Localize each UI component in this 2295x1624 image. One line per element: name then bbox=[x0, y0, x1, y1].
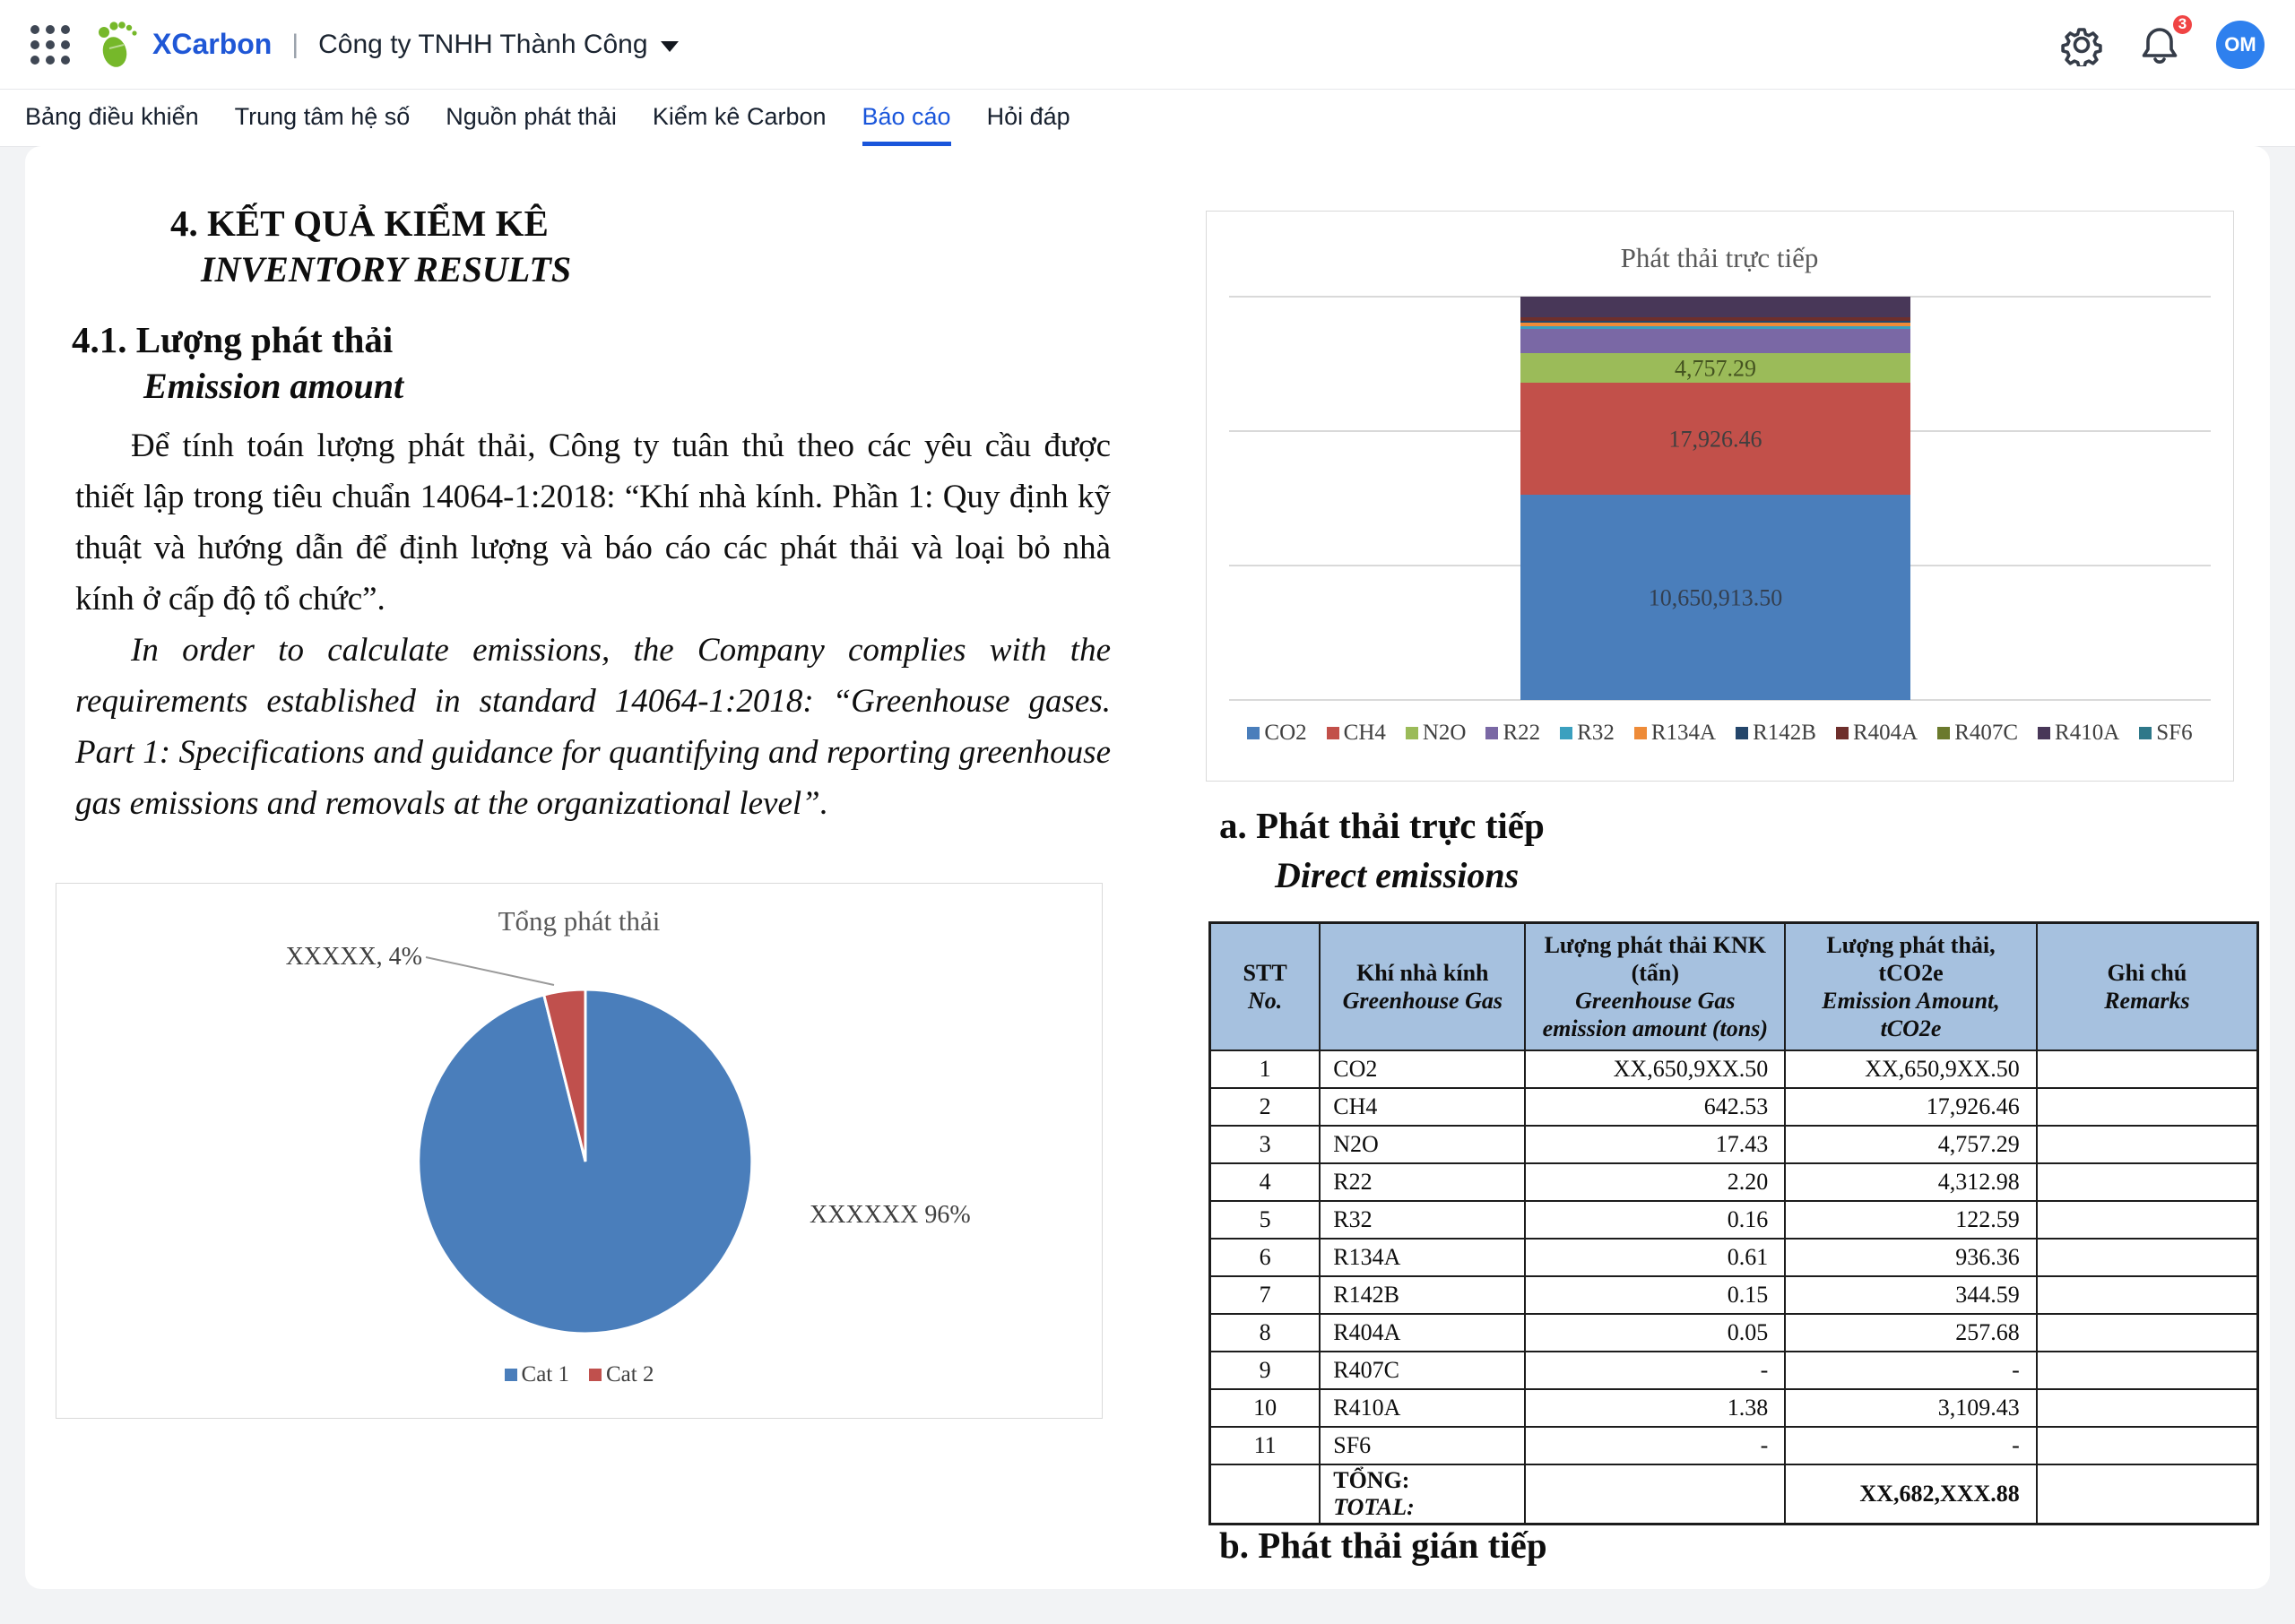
bar-segment-r410a[interactable] bbox=[1520, 297, 1910, 317]
table-header-col4: Lượng phát thải, tCO2e Emission Amount, tCO2e bbox=[1785, 923, 2037, 1051]
tab-nguồn-phát-thải[interactable]: Nguồn phát thải bbox=[446, 102, 617, 130]
table-cell: 936.36 bbox=[1785, 1239, 2037, 1276]
table-cell: 9 bbox=[1210, 1352, 1321, 1389]
table-header-col1: STT No. bbox=[1210, 923, 1321, 1051]
tab-bảng-điều-khiển[interactable]: Bảng điều khiển bbox=[25, 102, 199, 130]
notification-count-badge: 3 bbox=[2170, 13, 2195, 37]
bar-segment-r142b[interactable] bbox=[1520, 321, 1910, 323]
table-row bbox=[1210, 1389, 2258, 1427]
table-cell bbox=[1525, 1464, 1785, 1525]
table-cell: 0.61 bbox=[1525, 1239, 1785, 1276]
section-a-heading-en: Direct emissions bbox=[1275, 855, 1520, 895]
table-cell: 0.05 bbox=[1525, 1314, 1785, 1352]
section-b-heading-vi: b. Phát thải gián tiếp bbox=[1219, 1525, 1547, 1566]
legend-item-r407c: R407C bbox=[1937, 721, 2018, 746]
table-row bbox=[1210, 1201, 2258, 1239]
table-cell: 2 bbox=[1210, 1088, 1321, 1126]
legend-item-n2o: N2O bbox=[1406, 721, 1467, 746]
table-cell: - bbox=[1525, 1427, 1785, 1464]
bar-data-label-co2: 10,650,913.50 bbox=[1648, 584, 1783, 611]
pie-label-4pct: XXXXX, 4% bbox=[285, 943, 422, 971]
table-cell: 4 bbox=[1210, 1163, 1321, 1201]
legend-swatch bbox=[505, 1369, 517, 1381]
table-cell: N2O bbox=[1320, 1126, 1525, 1163]
table-cell: 0.15 bbox=[1525, 1276, 1785, 1314]
legend-swatch bbox=[1406, 727, 1418, 739]
legend-item-r410a: R410A bbox=[2038, 721, 2119, 746]
table-row bbox=[1210, 1276, 2258, 1314]
legend-item-cat 2: Cat 2 bbox=[589, 1362, 654, 1387]
pie-chart-title: Tổng phát thải bbox=[498, 905, 661, 937]
bar-chart-legend bbox=[1207, 721, 2233, 746]
pie-label-96pct: XXXXXX 96% bbox=[810, 1201, 971, 1229]
legend-swatch bbox=[1937, 727, 1950, 739]
table-cell bbox=[2037, 1464, 2258, 1525]
legend-swatch bbox=[2139, 727, 2152, 739]
bar-segment-r134a[interactable] bbox=[1520, 323, 1910, 326]
legend-swatch bbox=[1327, 727, 1339, 739]
bar-segment-r404a[interactable] bbox=[1520, 317, 1910, 321]
bar-chart-figure bbox=[1206, 211, 2234, 782]
tab-kiểm-kê-carbon[interactable]: Kiểm kê Carbon bbox=[652, 102, 827, 130]
doc-subheading-en: Emission amount bbox=[143, 366, 404, 406]
app-header bbox=[0, 0, 2295, 90]
table-cell: R134A bbox=[1320, 1239, 1525, 1276]
table-cell: XX,650,9XX.50 bbox=[1785, 1050, 2037, 1088]
bar-chart-title: Phát thải trực tiếp bbox=[1620, 242, 1819, 273]
table-cell: 10 bbox=[1210, 1389, 1321, 1427]
table-cell: 4,312.98 bbox=[1785, 1163, 2037, 1201]
table-cell: 2.20 bbox=[1525, 1163, 1785, 1201]
report-document-card bbox=[25, 146, 2270, 1589]
table-cell: 7 bbox=[1210, 1276, 1321, 1314]
table-row bbox=[1210, 1314, 2258, 1352]
doc-subheading-vi: 4.1. Lượng phát thải bbox=[72, 319, 394, 360]
table-cell: 0.16 bbox=[1525, 1201, 1785, 1239]
table-cell: XX,650,9XX.50 bbox=[1525, 1050, 1785, 1088]
table-row bbox=[1210, 1088, 2258, 1126]
notifications-bell-icon[interactable] bbox=[2139, 15, 2187, 66]
legend-item-cat 1: Cat 1 bbox=[505, 1362, 569, 1387]
main-nav bbox=[0, 90, 2295, 147]
bar-data-label-ch4: 17,926.46 bbox=[1668, 426, 1762, 453]
paragraph-english: In order to calculate emissions, the Company complies with the requirements established in standard 14064-1:2018: “Greenhouse gases. Part 1: Specifications and guidance for quantifying and reporting greenhouse gas emissions and removals at the organizational level”. bbox=[75, 632, 1111, 822]
table-cell bbox=[1785, 1464, 2037, 1525]
total-value: XX,682,XXX.88 bbox=[1859, 1481, 2020, 1507]
table-cell: 1.38 bbox=[1525, 1389, 1785, 1427]
table-row bbox=[1210, 1352, 2258, 1389]
table-cell: R410A bbox=[1320, 1389, 1525, 1427]
table-cell: 1 bbox=[1210, 1050, 1321, 1088]
tab-trung-tâm-hệ-số[interactable]: Trung tâm hệ số bbox=[234, 102, 411, 130]
legend-item-ch4: CH4 bbox=[1327, 721, 1386, 746]
section-a-heading-vi: a. Phát thải trực tiếp bbox=[1219, 805, 1545, 846]
table-cell bbox=[2037, 1126, 2258, 1163]
table-cell: R22 bbox=[1320, 1163, 1525, 1201]
legend-swatch bbox=[1836, 727, 1849, 739]
table-row bbox=[1210, 1163, 2258, 1201]
table-cell bbox=[2037, 1050, 2258, 1088]
table-cell: 3 bbox=[1210, 1126, 1321, 1163]
legend-swatch bbox=[589, 1369, 602, 1381]
table-row bbox=[1210, 1050, 2258, 1088]
table-row bbox=[1210, 1239, 2258, 1276]
legend-swatch bbox=[1736, 727, 1748, 739]
table-cell bbox=[2037, 1163, 2258, 1201]
table-cell: 11 bbox=[1210, 1427, 1321, 1464]
legend-swatch bbox=[1247, 727, 1260, 739]
tab-báo-cáo[interactable]: Báo cáo bbox=[862, 90, 951, 146]
table-cell: R407C bbox=[1320, 1352, 1525, 1389]
legend-item-r142b: R142B bbox=[1736, 721, 1816, 746]
paragraph-vietnamese: Để tính toán lượng phát thải, Công ty tuân thủ theo các yêu cầu được thiết lập trong tiêu chuẩn 14064-1:2018: “Khí nhà kính. Phần 1: Quy định kỹ thuật và hướng dẫn để định lượng và báo cáo các phát thải và loại bỏ nhà kính ở cấp độ tổ chức”. bbox=[75, 428, 1111, 618]
table-cell bbox=[2037, 1427, 2258, 1464]
settings-gear-icon[interactable] bbox=[2060, 23, 2103, 66]
table-cell bbox=[2037, 1088, 2258, 1126]
table-cell bbox=[2037, 1276, 2258, 1314]
table-cell bbox=[1210, 1464, 1321, 1525]
table-cell: 4,757.29 bbox=[1785, 1126, 2037, 1163]
pie-legend bbox=[56, 1362, 1102, 1387]
table-header-col3: Lượng phát thải KNK (tấn) Greenhouse Gas emission amount (tons) bbox=[1525, 923, 1785, 1051]
table-cell: 5 bbox=[1210, 1201, 1321, 1239]
table-header-col5: Ghi chú Remarks bbox=[2037, 923, 2258, 1051]
legend-item-co2: CO2 bbox=[1247, 721, 1306, 746]
bar-segment-r32[interactable] bbox=[1520, 326, 1910, 329]
brand-divider: | bbox=[291, 29, 299, 59]
xcarbon-footprint-icon bbox=[93, 18, 140, 72]
table-cell: 122.59 bbox=[1785, 1201, 2037, 1239]
table-cell: R142B bbox=[1320, 1276, 1525, 1314]
table-total-row bbox=[1210, 1464, 2258, 1525]
user-avatar[interactable]: OM bbox=[2216, 21, 2265, 69]
legend-item-r404a: R404A bbox=[1836, 721, 1918, 746]
app-grid-icon[interactable] bbox=[30, 25, 70, 65]
table-cell: - bbox=[1785, 1427, 2037, 1464]
bar-segment-r22[interactable] bbox=[1520, 329, 1910, 353]
legend-swatch bbox=[1485, 727, 1498, 739]
table-cell: - bbox=[1785, 1352, 2037, 1389]
table-cell: 6 bbox=[1210, 1239, 1321, 1276]
company-name[interactable]: Công ty TNHH Thành Công bbox=[318, 29, 648, 59]
table-cell: 17,926.46 bbox=[1785, 1088, 2037, 1126]
table-cell: TỔNG: TOTAL: bbox=[1320, 1464, 1525, 1525]
table-cell bbox=[2037, 1239, 2258, 1276]
table-cell bbox=[2037, 1201, 2258, 1239]
legend-item-r134a: R134A bbox=[1634, 721, 1716, 746]
legend-swatch bbox=[2038, 727, 2050, 739]
table-cell bbox=[2037, 1314, 2258, 1352]
table-cell: R404A bbox=[1320, 1314, 1525, 1352]
pie-chart-figure bbox=[56, 883, 1103, 1419]
table-cell bbox=[2037, 1352, 2258, 1389]
table-cell: 257.68 bbox=[1785, 1314, 2037, 1352]
table-cell: CH4 bbox=[1320, 1088, 1525, 1126]
company-caret-icon[interactable] bbox=[661, 41, 679, 52]
legend-swatch bbox=[1634, 727, 1647, 739]
tab-hỏi-đáp[interactable]: Hỏi đáp bbox=[986, 102, 1070, 130]
direct-emissions-table bbox=[1208, 921, 2259, 1525]
table-cell: - bbox=[1525, 1352, 1785, 1389]
table-row bbox=[1210, 1427, 2258, 1464]
table-cell: 17.43 bbox=[1525, 1126, 1785, 1163]
table-cell: CO2 bbox=[1320, 1050, 1525, 1088]
table-cell: SF6 bbox=[1320, 1427, 1525, 1464]
doc-heading-vi: 4. KẾT QUẢ KIỂM KÊ bbox=[170, 203, 549, 244]
table-cell: 642.53 bbox=[1525, 1088, 1785, 1126]
table-cell: R32 bbox=[1320, 1201, 1525, 1239]
legend-item-r32: R32 bbox=[1560, 721, 1615, 746]
table-header-col2: Khí nhà kính Greenhouse Gas bbox=[1320, 923, 1525, 1051]
legend-item-sf6: SF6 bbox=[2139, 721, 2192, 746]
table-cell bbox=[2037, 1389, 2258, 1427]
table-cell: 344.59 bbox=[1785, 1276, 2037, 1314]
doc-heading-en: INVENTORY RESULTS bbox=[201, 249, 572, 289]
legend-item-r22: R22 bbox=[1485, 721, 1540, 746]
table-cell: 3,109.43 bbox=[1785, 1389, 2037, 1427]
table-row bbox=[1210, 1126, 2258, 1163]
bar-data-label-n2o: 4,757.29 bbox=[1675, 355, 1756, 382]
legend-swatch bbox=[1560, 727, 1572, 739]
brand-name[interactable]: XCarbon bbox=[152, 28, 273, 60]
table-cell: 8 bbox=[1210, 1314, 1321, 1352]
